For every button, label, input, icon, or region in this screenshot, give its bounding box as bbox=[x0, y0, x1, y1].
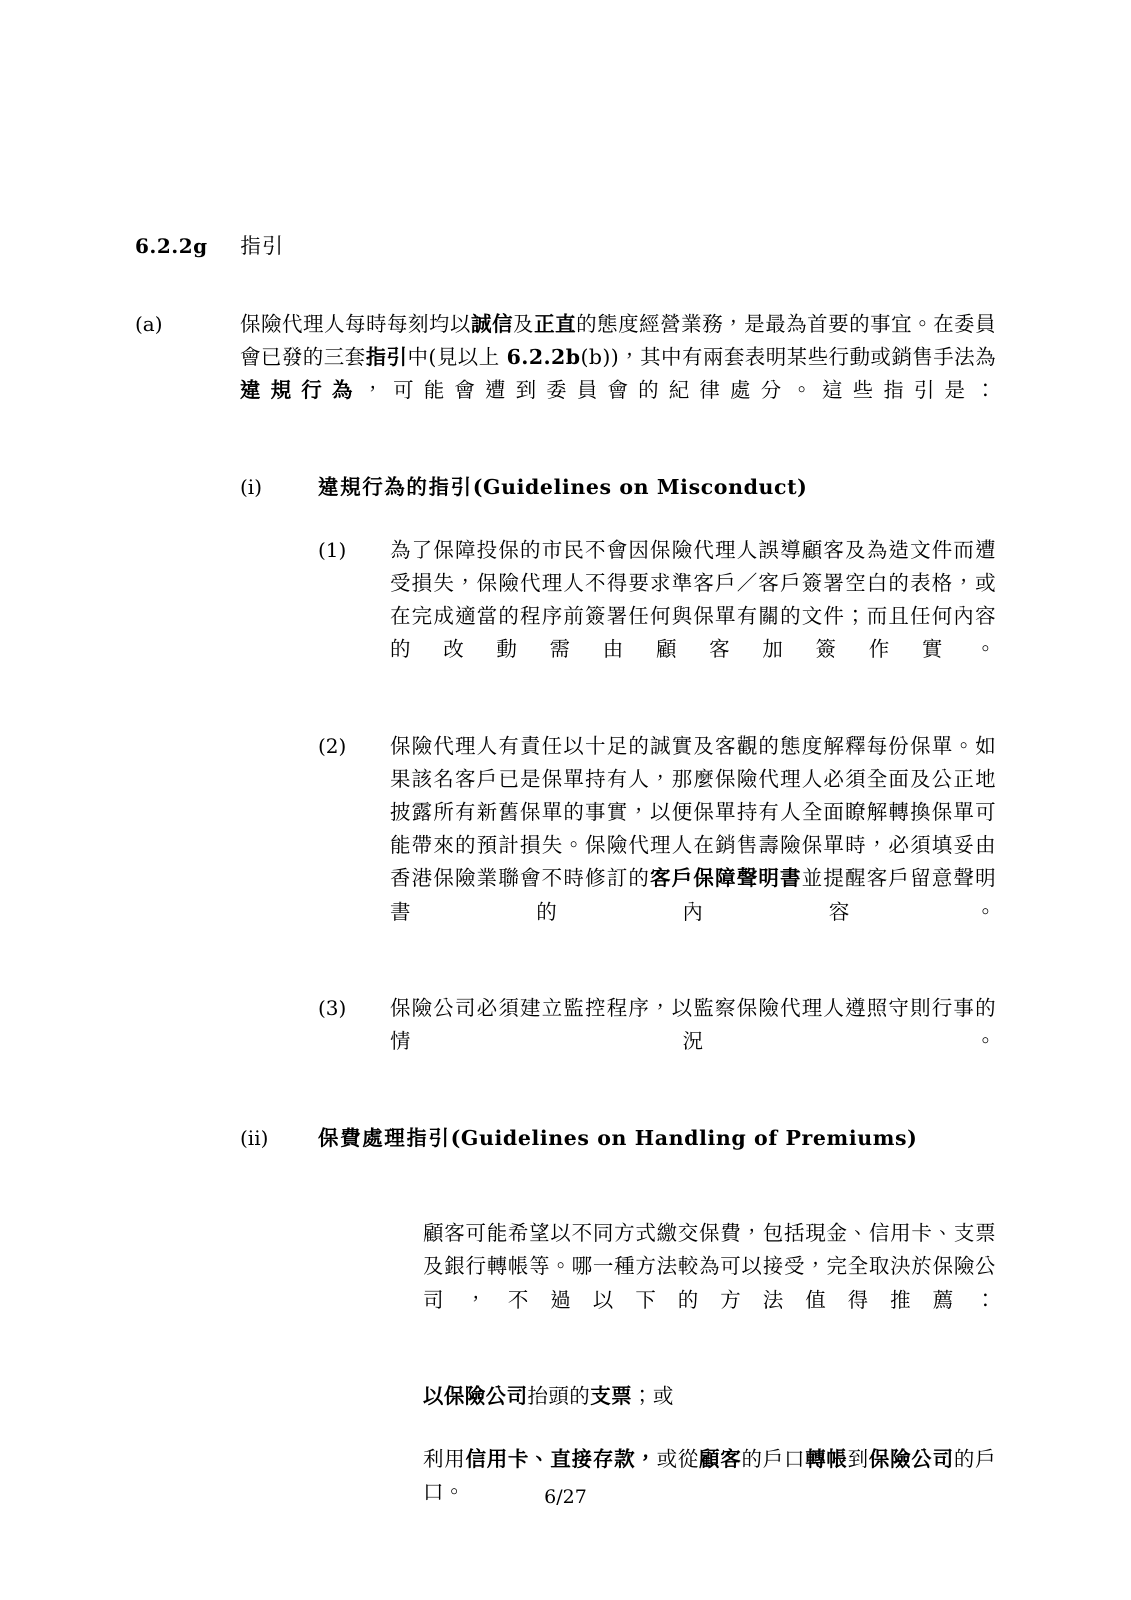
clause-i-3 bbox=[135, 992, 996, 1092]
clause-i-3-text: 保險公司必須建立監控程序，以監察保險代理人遵照守則行事的情況。 bbox=[390, 996, 996, 1054]
clause-ii-para-2: 以保險公司抬頭的支票；或 bbox=[423, 1384, 674, 1409]
section-heading bbox=[135, 230, 996, 260]
clause-a-label: (a) bbox=[135, 312, 163, 336]
clause-i bbox=[135, 471, 996, 504]
clause-i-1-label: (1) bbox=[318, 537, 347, 562]
clause-i-2 bbox=[135, 730, 996, 962]
clause-ii-para-1: 顧客可能希望以不同方式繳交保費，包括現金、信用卡、支票及銀行轉帳等。哪一種方法較為可以接受，完全取決於保險公司，不過以下的方法值得推薦： bbox=[423, 1221, 996, 1312]
section-title: 指引 bbox=[240, 234, 284, 258]
clause-i-1 bbox=[135, 534, 996, 700]
clause-ii-para-3: 利用信用卡、直接存款，或從顧客的戶口轉帳到保險公司的戶口。 bbox=[423, 1447, 996, 1505]
clause-i-3-label: (3) bbox=[318, 996, 347, 1021]
section-number: 6.2.2g bbox=[135, 234, 208, 258]
clause-i-2-text: 保險代理人有責任以十足的誠實及客觀的態度解釋每份保單。如果該名客戶已是保單持有人，那麼保險代理人必須全面及公正地披露所有新舊保單的事實，以便保單持有人全面瞭解轉換保單可能帶來的預計損失。保險代理人在銷售壽險保單時，必須填妥由香港保險業聯會不時修訂的客戶保障聲明書並提醒客戶留意聲明書的內容。 bbox=[390, 733, 996, 924]
clause-i-1-text: 為了保障投保的市民不會因保險代理人誤導顧客及為造文件而遭受損失，保險代理人不得要求準客戶／客戶簽署空白的表格，或在完成適當的程序前簽署任何與保單有關的文件；而且任何內容的改動需由顧客加簽作實。 bbox=[390, 537, 996, 662]
clause-ii-heading: 保費處理指引(Guidelines on Handling of Premiums) bbox=[318, 1125, 918, 1150]
clause-a bbox=[135, 308, 996, 441]
page-number: 6/27 bbox=[544, 1486, 587, 1508]
clause-ii bbox=[135, 1122, 996, 1188]
clause-i-label: (i) bbox=[240, 474, 263, 499]
clause-ii-label: (ii) bbox=[240, 1125, 269, 1150]
clause-i-heading: 違規行為的指引(Guidelines on Misconduct) bbox=[318, 474, 808, 499]
clause-a-text: 保險代理人每時每刻均以誠信及正直的態度經營業務，是最為首要的事宜。在委員會已發的三套指引中(見以上 6.2.2b(b))，其中有兩套表明某些行動或銷售手法為違規行為，可能會遭到委員會的紀律處分。這些指引是： bbox=[240, 312, 997, 403]
clause-i-2-label: (2) bbox=[318, 733, 347, 758]
